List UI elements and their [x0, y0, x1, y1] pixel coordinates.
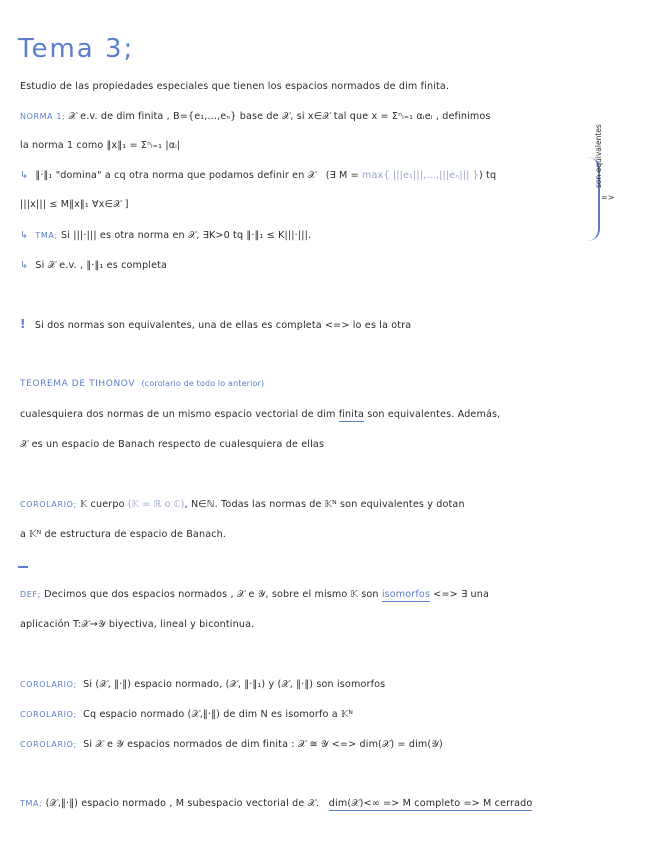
corolario-line — [20, 738, 443, 752]
tma2-text: (𝒳,‖·‖) espacio normado , M subespacio vectorial de 𝒳. — [45, 798, 320, 809]
tma2-highlight: dim(𝒳)<∞ => M completo => M cerrado — [328, 798, 533, 809]
tma1-text: Si |||·||| es otra norma en 𝒳, ∃K>0 tq ‖·‖₁ ≤ K|||·|||. — [60, 230, 312, 241]
domina-text-a: ‖·‖₁ "domina" a cq otra norma que podamos definir en 𝒳 — [35, 170, 317, 181]
note-line — [20, 317, 411, 333]
equivalentes-side-label: son equivalentes — [594, 124, 603, 188]
tma1-label: TMA; — [35, 231, 58, 240]
norma1-label: NORMA 1; — [20, 112, 66, 121]
def-text-a: Decimos que dos espacios normados , 𝒳 e 𝒴, sobre el mismo 𝕂 son — [44, 589, 382, 600]
divider-dash — [18, 566, 28, 568]
corolario-line — [20, 678, 385, 692]
corolario-text: Si (𝒳, ‖·‖) espacio normado, (𝒳, ‖·‖₁) y (𝒳, ‖·‖) son isomorfos — [83, 679, 386, 690]
def-label: DEF; — [20, 590, 41, 599]
tma2-label: TMA; — [20, 799, 43, 808]
domina-line2: |||x||| ≤ M‖x‖₁ ∀x∈𝒳 ] — [20, 199, 129, 210]
corolario-label: COROLARIO; — [20, 740, 77, 749]
corolario-label: COROLARIO; — [20, 680, 77, 689]
def-underlined: isomorfos — [381, 589, 431, 600]
implies-arrow: => — [601, 193, 615, 202]
corolario1-text-b: , N∈ℕ. Todas las normas de 𝕂ᴺ son equivalentes y dotan — [184, 499, 465, 510]
arrow-bullet-icon: ↳ — [20, 260, 29, 271]
def-text-b: <=> ∃ una — [430, 589, 489, 600]
tikhonov-line2: 𝒳 es un espacio de Banach respecto de cualesquiera de ellas — [20, 439, 325, 450]
completa-text: Si 𝒳 e.v. , ‖·‖₁ es completa — [35, 260, 168, 271]
corolario-line — [20, 708, 353, 722]
corolario-text: Cq espacio normado (𝒳,‖·‖) de dim N es isomorfo a 𝕂ᴺ — [83, 709, 354, 720]
exclamation-icon: ! — [20, 317, 26, 331]
domina-text-d: ) tq — [478, 170, 497, 181]
note-text: Si dos normas son equivalentes, una de ellas es completa <=> lo es la otra — [34, 320, 412, 331]
tikhonov-line1 — [20, 408, 500, 422]
corolario1-line2: a 𝕂ᴺ de estructura de espacio de Banach. — [20, 529, 227, 540]
domina-line1 — [20, 169, 496, 183]
arrow-bullet-icon: ↳ — [20, 170, 29, 181]
corolario1-text-a: 𝕂 cuerpo — [79, 499, 128, 510]
norma1-text1: 𝒳 e.v. de dim finita , B={e₁,...,eₙ} base de 𝒳, si x∈𝒳 tal que x = Σⁿᵢ₌₁ αᵢeᵢ , definimos — [68, 111, 491, 122]
def-line1 — [20, 588, 489, 602]
tma1-line — [20, 229, 311, 243]
tikhonov-heading — [20, 377, 264, 391]
norma1-line2: la norma 1 como ‖x‖₁ = Σⁿᵢ₌₁ |αᵢ| — [20, 140, 181, 151]
tma2-line — [20, 797, 532, 811]
corolario1-label: COROLARIO; — [20, 500, 77, 509]
tikhonov-underlined: finita — [338, 409, 365, 420]
def-line2: aplicación T:𝒳→𝒴 biyectiva, lineal y bicontinua. — [20, 619, 255, 630]
corolario-text: Si 𝒳 e 𝒴 espacios normados de dim finita : 𝒳 ≅ 𝒴 <=> dim(𝒳) = dim(𝒴) — [83, 739, 443, 750]
tikhonov-text-a: cualesquiera dos normas de un mismo espacio vectorial de dim — [20, 409, 339, 420]
page-title: Tema 3; — [18, 34, 135, 64]
corolario1-grey: (𝕂 = ℝ o ℂ) — [127, 499, 185, 510]
corolario-label: COROLARIO; — [20, 710, 77, 719]
intro-text: Estudio de las propiedades especiales que tienen los espacios normados de dim finita. — [20, 81, 450, 92]
arrow-bullet-icon: ↳ — [20, 230, 29, 241]
domina-text-b: (∃ M = — [325, 170, 363, 181]
tikhonov-text-b: son equivalentes. Además, — [364, 409, 501, 420]
norma1-line1 — [20, 110, 491, 124]
completa-line — [20, 259, 167, 273]
domina-max: max{ |||e₁|||,...,|||eₙ||| } — [362, 170, 479, 181]
corolario1-line1 — [20, 498, 465, 512]
tikhonov-sub: (corolario de todo lo anterior) — [141, 379, 265, 388]
tikhonov-label: TEOREMA DE TIHONOV — [20, 379, 136, 389]
